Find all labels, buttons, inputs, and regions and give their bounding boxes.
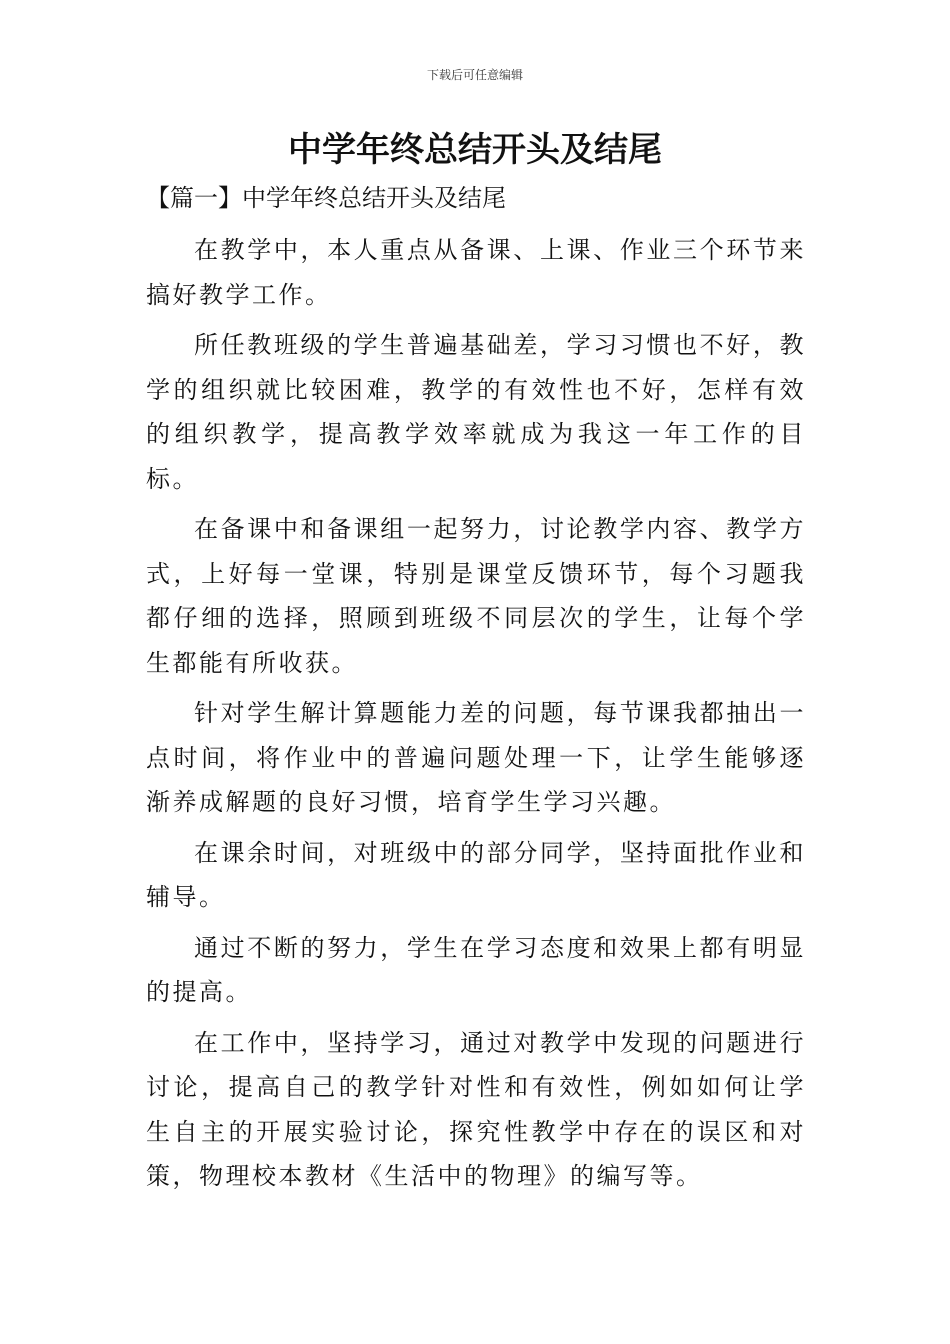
paragraph-2: 所任教班级的学生普遍基础差，学习习惯也不好，教学的组织就比较困难，教学的有效性也不好，怎样有效的组织教学，提高教学效率就成为我这一年工作的目标。	[146, 331, 806, 493]
document-body	[146, 228, 806, 1205]
paragraph-1: 在教学中，本人重点从备课、上课、作业三个环节来搞好教学工作。	[146, 236, 806, 309]
paragraph-3: 在备课中和备课组一起努力，讨论教学内容、教学方式，上好每一堂课，特别是课堂反馈环节，每个习题我都仔细的选择，照顾到班级不同层次的学生，让每个学生都能有所收获。	[146, 515, 806, 677]
paragraph-4: 针对学生解计算题能力差的问题，每节课我都抽出一点时间，将作业中的普遍问题处理一下，让学生能够逐渐养成解题的良好习惯，培育学生学习兴趣。	[146, 699, 806, 816]
paragraph-6: 通过不断的努力，学生在学习态度和效果上都有明显的提高。	[146, 933, 806, 1006]
paragraph-5: 在课余时间，对班级中的部分同学，坚持面批作业和辅导。	[146, 838, 806, 911]
document-title: 中学年终总结开头及结尾	[288, 130, 662, 170]
section-heading: 【篇一】中学年终总结开头及结尾	[146, 184, 506, 212]
page-header-note: 下载后可任意编辑	[426, 68, 523, 82]
paragraph-7: 在工作中，坚持学习，通过对教学中发现的问题进行讨论，提高自己的教学针对性和有效性，例如如何让学生自主的开展实验讨论，探究性教学中存在的误区和对策，物理校本教材《生活中的物理》的编写等。	[146, 1028, 806, 1190]
